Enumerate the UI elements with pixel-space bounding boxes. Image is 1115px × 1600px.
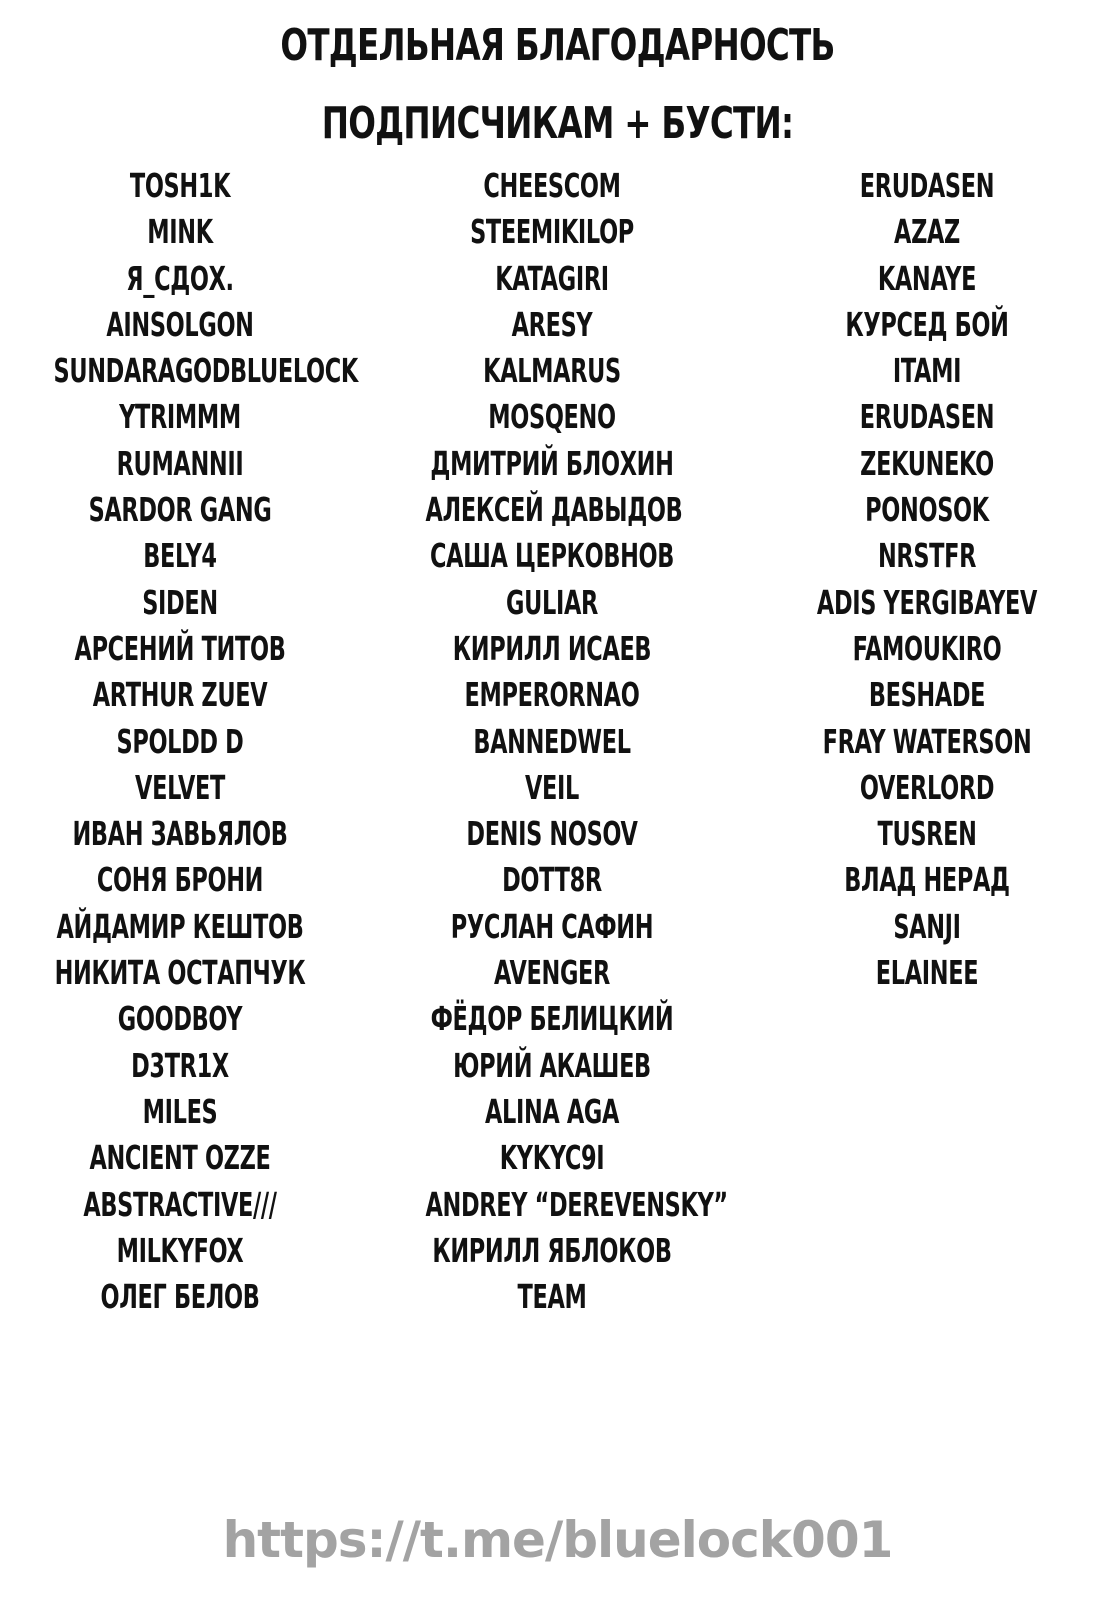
supporter-name: RUMANNII — [116, 443, 244, 483]
supporter-name: GOODBOY — [117, 999, 243, 1039]
supporter-name: BANNEDWEL — [473, 721, 631, 761]
page-title-line-1: ОТДЕЛЬНАЯ БЛАГОДАРНОСТЬ — [280, 20, 835, 71]
supporter-name: АРСЕНИЙ ТИТОВ — [74, 628, 286, 668]
supporter-name: КИРИЛЛ ИСАЕВ — [452, 628, 652, 668]
supporter-name: MILKYFOX — [116, 1230, 244, 1270]
supporter-name: ДМИТРИЙ БЛОХИН — [430, 443, 674, 483]
supporter-name: VELVET — [135, 767, 225, 807]
supporter-name: FRAY WATERSON — [822, 721, 1032, 761]
page-title-line-2: ПОДПИСЧИКАМ + БУСТИ: — [321, 98, 794, 149]
supporters-column-1 — [0, 163, 366, 1320]
supporter-name: ERUDASEN — [859, 166, 995, 205]
supporter-name: ARESY — [511, 304, 593, 344]
supporter-name: НИКИТА ОСТАПЧУК — [54, 953, 306, 993]
supporter-name: KATAGIRI — [495, 258, 609, 298]
supporters-column-3 — [741, 163, 1113, 996]
supporter-name: ANCIENT OZZE — [89, 1138, 271, 1178]
supporter-name: MOSQENO — [488, 397, 616, 437]
supporter-name: ADIS YERGIBAYEV — [816, 582, 1038, 622]
telegram-link[interactable]: https://t.me/bluelock001 — [222, 1511, 893, 1569]
supporter-name: КУРСЕД БОЙ — [845, 304, 1009, 344]
supporter-name: ABSTRACTIVE/// — [83, 1184, 277, 1224]
supporter-name: СОНЯ БРОНИ — [96, 860, 264, 900]
supporter-name: SUNDARAGODBLUELOCK — [53, 351, 358, 391]
supporter-name: КИРИЛЛ ЯБЛОКОВ — [432, 1230, 672, 1270]
supporter-name: MILES — [142, 1091, 218, 1131]
supporter-name: TOSH1K — [129, 166, 231, 205]
supporter-name: TUSREN — [877, 814, 977, 854]
supporter-name: EMPERORNAO — [464, 675, 640, 715]
supporter-name: DOTT8R — [502, 860, 602, 900]
supporter-name: SIDEN — [142, 582, 218, 622]
supporter-name: SPOLDD D — [116, 721, 244, 761]
supporter-name: SARDOR GANG — [88, 490, 272, 530]
supporter-name: ОЛЕГ БЕЛОВ — [100, 1277, 260, 1317]
supporter-name: AZAZ — [894, 212, 960, 252]
supporter-name: АЛЕКСЕЙ ДАВЫДОВ — [425, 490, 683, 530]
supporter-name: САША ЦЕРКОВНОВ — [429, 536, 675, 576]
supporter-name: D3TR1X — [131, 1045, 229, 1085]
supporter-name: ALINA AGA — [484, 1091, 620, 1131]
supporter-name: ANDREY “DEREVENSKY” — [425, 1184, 728, 1224]
supporter-name: SANJI — [893, 906, 961, 946]
supporter-name: PONOSOK — [865, 490, 989, 530]
supporter-name: ELAINEE — [875, 953, 979, 993]
supporter-name: АЙДАМИР КЕШТОВ — [56, 906, 304, 946]
supporters-column-2 — [366, 163, 738, 1320]
supporter-name: MINK — [147, 212, 213, 252]
supporter-name: OVERLORD — [859, 767, 995, 807]
supporter-name: ITAMI — [892, 351, 962, 391]
supporter-name: GULIAR — [506, 582, 598, 622]
supporter-name: BELY4 — [143, 536, 217, 576]
supporter-name: DENIS NOSOV — [466, 814, 638, 854]
supporter-name: ARTHUR ZUEV — [92, 675, 268, 715]
supporter-name: YTRIMMM — [119, 397, 241, 437]
supporter-name: РУСЛАН САФИН — [450, 906, 654, 946]
supporter-name: AINSOLGON — [106, 304, 254, 344]
supporter-name: TEAM — [517, 1277, 587, 1317]
supporter-name: ИВАН ЗАВЬЯЛОВ — [72, 814, 288, 854]
supporter-name: KYKYC9I — [499, 1138, 605, 1178]
supporter-name: BESHADE — [868, 675, 986, 715]
supporter-name: ЮРИЙ АКАШЕВ — [453, 1045, 651, 1085]
supporter-name: KALMARUS — [483, 351, 621, 391]
supporter-name: AVENGER — [494, 953, 610, 993]
supporter-name: STEEMIKILOP — [470, 212, 634, 252]
supporter-name: Я_СДОХ. — [126, 258, 234, 298]
supporter-name: ВЛАД НЕРАД — [844, 860, 1010, 900]
supporter-name: CHEESCOM — [483, 166, 621, 205]
supporter-name: ФЁДОР БЕЛИЦКИЙ — [430, 999, 674, 1039]
supporter-name: ZEKUNEKO — [860, 443, 994, 483]
supporter-name: ERUDASEN — [859, 397, 995, 437]
supporter-name: NRSTFR — [877, 536, 977, 576]
supporter-name: FAMOUKIRO — [852, 628, 1002, 668]
supporter-name: KANAYE — [877, 258, 977, 298]
supporter-name: VEIL — [525, 767, 579, 807]
